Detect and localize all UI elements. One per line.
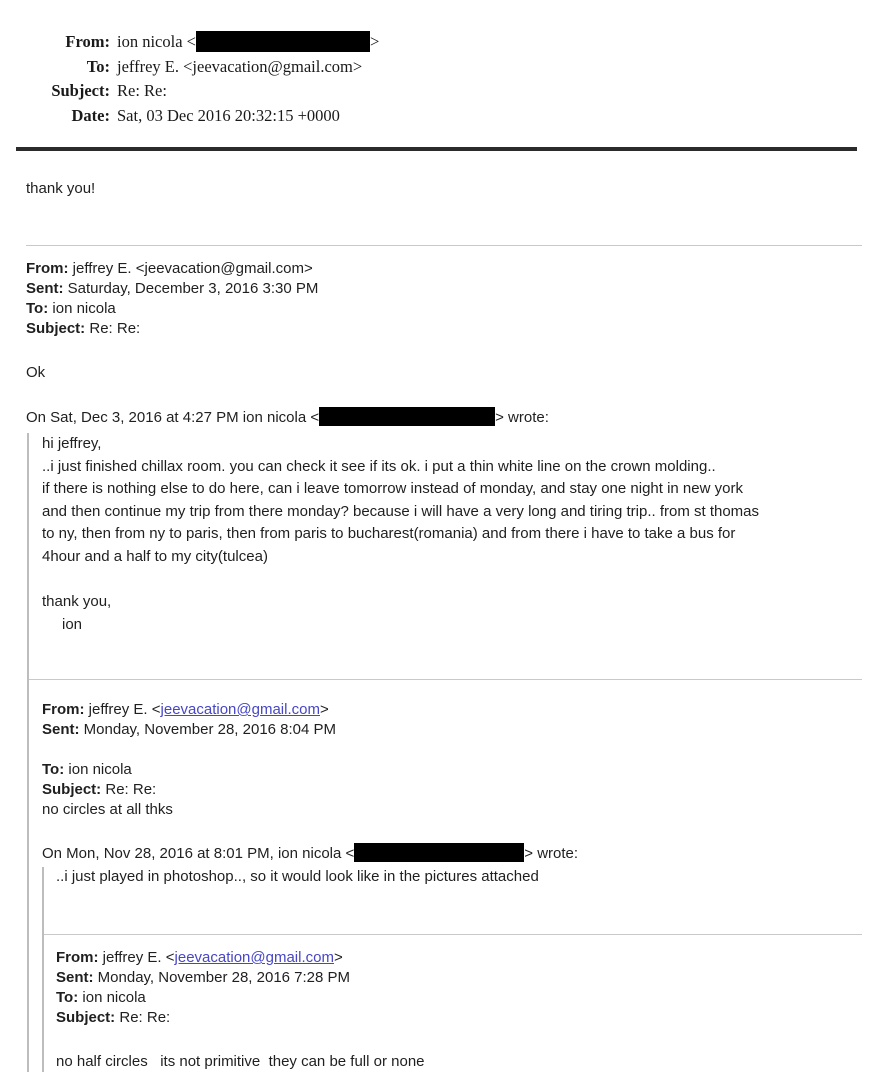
quote-level-1 — [27, 433, 862, 1072]
quoted-message-ion-nov28: ..i just played in photoshop.., so it would look like in the pictures attached — [56, 868, 539, 885]
sent-row: Sent: Monday, November 28, 2016 7:28 PM — [56, 969, 351, 986]
email-header — [0, 0, 870, 128]
quoted-message-separator — [26, 245, 862, 246]
from-row: From: jeffrey E. <jeevacation@gmail.com> — [26, 260, 313, 277]
blank-line — [42, 740, 862, 760]
to-row: To: ion nicola — [26, 300, 116, 317]
closing-text: thank you, — [42, 593, 112, 610]
quoted-text-line: ..i just finished chillax room. you can check it see if its ok. i put a thin white line on the crown molding.. — [42, 457, 716, 475]
quoted-text-line: to ny, then from ny to paris, then from paris to bucharest(romania) and from there i have to take a bus for — [42, 525, 736, 542]
header-to-label: To: — [86, 56, 110, 76]
quoted-text-line: 4hour and a half to my city(tulcea) — [42, 547, 268, 565]
to-row: To: ion nicola — [56, 989, 146, 1006]
subject-row: Subject: Re: Re: — [56, 1009, 171, 1026]
message-text-no-circles: no circles at all thks — [42, 801, 173, 818]
from-row: From: jeffrey E. <jeevacation@gmail.com> — [42, 701, 329, 718]
redaction-bar — [354, 843, 524, 862]
header-from-label: From: — [65, 32, 110, 51]
header-subject-value: Re: Re: — [117, 81, 167, 100]
quoted-header-dec3 — [26, 259, 862, 339]
quoted-header-nov28-728 — [56, 948, 862, 1028]
subject-row: Subject: Re: Re: — [42, 781, 157, 798]
quoted-text-line: and then continue my trip from there monday? because i will have a very long and tiring trip.. from st thomas — [42, 502, 760, 520]
quoted-message-ion-dec3 — [42, 433, 862, 568]
header-date-label: Date: — [71, 105, 110, 125]
email-address-link[interactable]: jeevacation@gmail.com — [160, 701, 320, 718]
from-row: From: jeffrey E. <jeevacation@gmail.com> — [56, 949, 343, 966]
quoted-message-separator — [29, 679, 862, 680]
header-to-row — [0, 55, 870, 80]
signature-text: ion — [62, 615, 83, 633]
sent-row: Sent: Saturday, December 3, 2016 3:30 PM — [26, 280, 319, 297]
reply-text: thank you! — [26, 180, 96, 197]
quoted-header-nov28-804 — [42, 700, 862, 820]
message-text-ok: Ok — [26, 364, 46, 381]
message-text-no-half-circles: no half circles its not primitive they can be full or none — [56, 1053, 425, 1070]
to-row: To: ion nicola — [42, 761, 132, 778]
header-to-value: jeffrey E. <jeevacation@gmail.com> — [117, 56, 363, 76]
header-subject-row — [0, 79, 870, 104]
header-from-row — [0, 30, 870, 55]
quoted-text-line: hi jeffrey, — [42, 435, 102, 452]
quoted-message-separator — [44, 934, 862, 935]
email-address-link[interactable]: jeevacation@gmail.com — [174, 949, 334, 966]
header-subject-label: Subject: — [51, 81, 110, 100]
email-body — [26, 179, 862, 1072]
header-date-value: Sat, 03 Dec 2016 20:32:15 +0000 — [117, 105, 340, 125]
header-date-row — [0, 104, 870, 129]
subject-row: Subject: Re: Re: — [26, 320, 141, 337]
quoted-text-line: if there is nothing else to do here, can i leave tomorrow instead of monday, and stay one night in new york — [42, 480, 743, 497]
header-from-value: ion nicola < > — [117, 32, 380, 51]
redaction-bar — [319, 407, 495, 426]
quote-level-2 — [42, 867, 862, 1072]
redaction-bar — [196, 31, 370, 52]
sent-row: Sent: Monday, November 28, 2016 8:04 PM — [42, 721, 337, 738]
attribution-line-nov28: On Mon, Nov 28, 2016 at 8:01 PM, ion nicola < > wrote: — [42, 844, 862, 864]
attribution-line-dec3: On Sat, Dec 3, 2016 at 4:27 PM ion nicola < > wrote: — [26, 408, 862, 428]
header-divider-rule — [16, 147, 857, 151]
